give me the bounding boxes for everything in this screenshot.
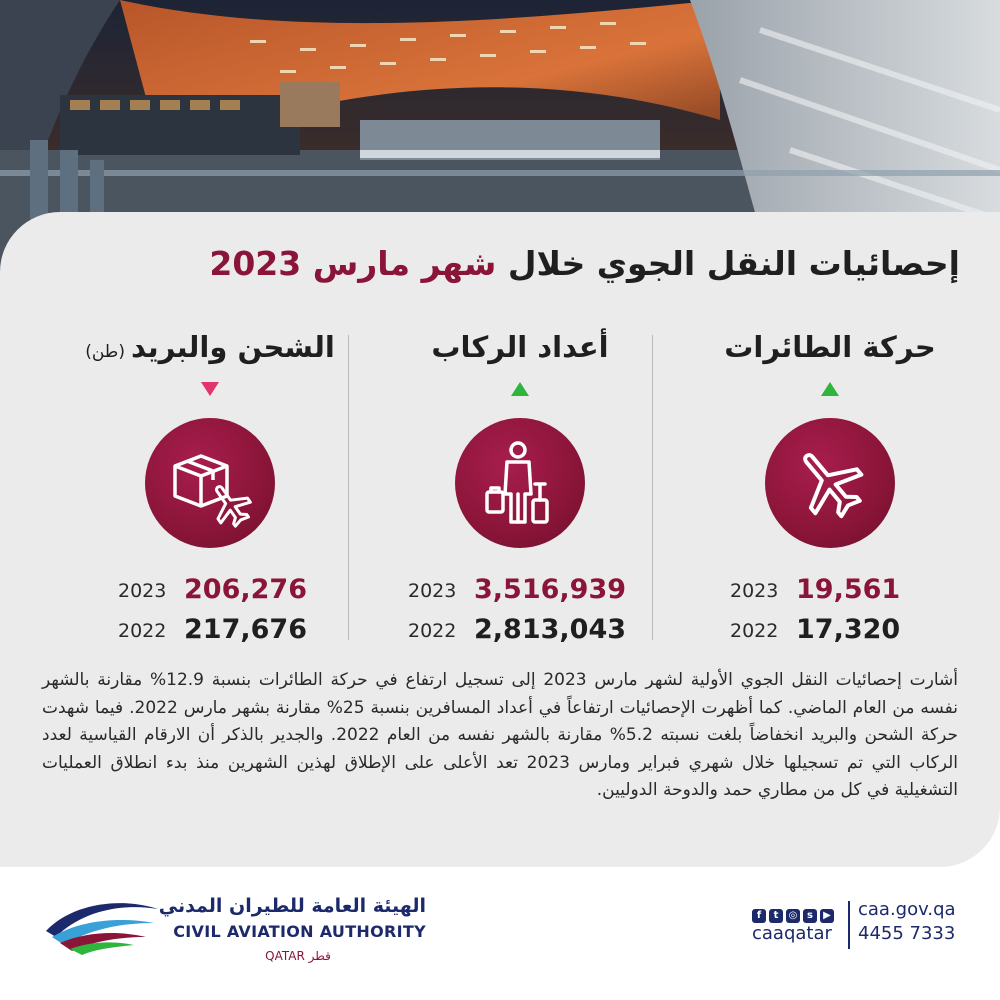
stat-previous-row xyxy=(60,614,360,648)
previous-year: 2022 xyxy=(118,620,167,642)
footer xyxy=(0,867,1000,1000)
previous-value: 2,813,043 xyxy=(474,614,627,645)
stat-label: الشحن والبريد(طن) xyxy=(85,330,335,364)
cargo-icon-badge xyxy=(145,418,275,548)
org-name-english: CIVIL AVIATION AUTHORITY xyxy=(173,922,426,941)
stat-previous-row xyxy=(680,614,980,648)
country-label: QATAR قطر xyxy=(265,949,331,963)
previous-value: 17,320 xyxy=(796,614,901,645)
trend-down-icon xyxy=(201,382,219,396)
airplane-icon xyxy=(765,418,895,548)
caa-logo-icon xyxy=(42,897,162,959)
stat-label: أعداد الركاب xyxy=(431,330,609,364)
org-name-arabic: الهيئة العامة للطيران المدني xyxy=(158,895,426,917)
stat-cargo-mail xyxy=(60,330,360,645)
current-year: 2023 xyxy=(408,580,457,602)
facebook-icon[interactable]: f xyxy=(752,909,766,923)
passenger-icon xyxy=(455,418,585,548)
previous-value: 217,676 xyxy=(184,614,307,645)
airplane-icon-badge xyxy=(765,418,895,548)
stat-passengers xyxy=(370,330,670,645)
footer-divider xyxy=(848,901,850,949)
social-handle[interactable]: caaqatar xyxy=(752,923,832,944)
stat-aircraft-movements xyxy=(680,330,980,645)
current-year: 2023 xyxy=(730,580,779,602)
title-highlight: شهر مارس 2023 xyxy=(209,244,497,283)
trend-up-icon xyxy=(821,382,839,396)
passenger-icon-badge xyxy=(455,418,585,548)
page-title xyxy=(40,244,960,283)
youtube-icon[interactable]: ▶ xyxy=(820,909,834,923)
summary-paragraph: أشارت إحصائيات النقل الجوي الأولية لشهر مارس 2023 إلى تسجيل ارتفاع في حركة الطائرات بنسبة 12.9% مقارنة بالشهر نفسه من العام الماضي. كما أظهرت الإحصائيات ارتفاعاً في أعداد المسافرين بنسبة 25% مقارنة بشهر مارس 2022. فيما شهدت حركة الشحن والبريد انخفاضاً بلغت نسبته 5.2% مقارنة بالشهر نفسه من العام 2022. والجدير بالذكر أن الارقام القياسية لعدد الركاب التي تم تسجيلها خلال شهري فبراير ومارس 2023 تعد الأعلى على الإطلاق لهذين الشهرين منذ بدء انطلاق العمليات التشغيلية في كل من مطاري حمد والدوحة الدوليين. xyxy=(42,670,959,800)
twitter-icon[interactable]: t xyxy=(769,909,783,923)
stat-current-row xyxy=(60,574,360,608)
current-year: 2023 xyxy=(118,580,167,602)
current-value: 206,276 xyxy=(184,574,307,605)
previous-year: 2022 xyxy=(408,620,457,642)
social-icons xyxy=(752,903,840,919)
stat-current-row xyxy=(370,574,670,608)
instagram-icon[interactable]: ◎ xyxy=(786,909,800,923)
stat-label: حركة الطائرات xyxy=(724,330,936,364)
cargo-icon xyxy=(145,418,275,548)
title-prefix: إحصائيات النقل الجوي خلال xyxy=(507,244,960,283)
stat-previous-row xyxy=(370,614,670,648)
current-value: 3,516,939 xyxy=(474,574,627,605)
stat-unit: (طن) xyxy=(85,342,125,362)
snapchat-icon[interactable]: s xyxy=(803,909,817,923)
website-link[interactable]: caa.gov.qa xyxy=(858,899,956,920)
previous-year: 2022 xyxy=(730,620,779,642)
stat-current-row xyxy=(680,574,980,608)
phone-number: 4455 7333 xyxy=(858,923,956,944)
current-value: 19,561 xyxy=(796,574,901,605)
trend-up-icon xyxy=(511,382,529,396)
